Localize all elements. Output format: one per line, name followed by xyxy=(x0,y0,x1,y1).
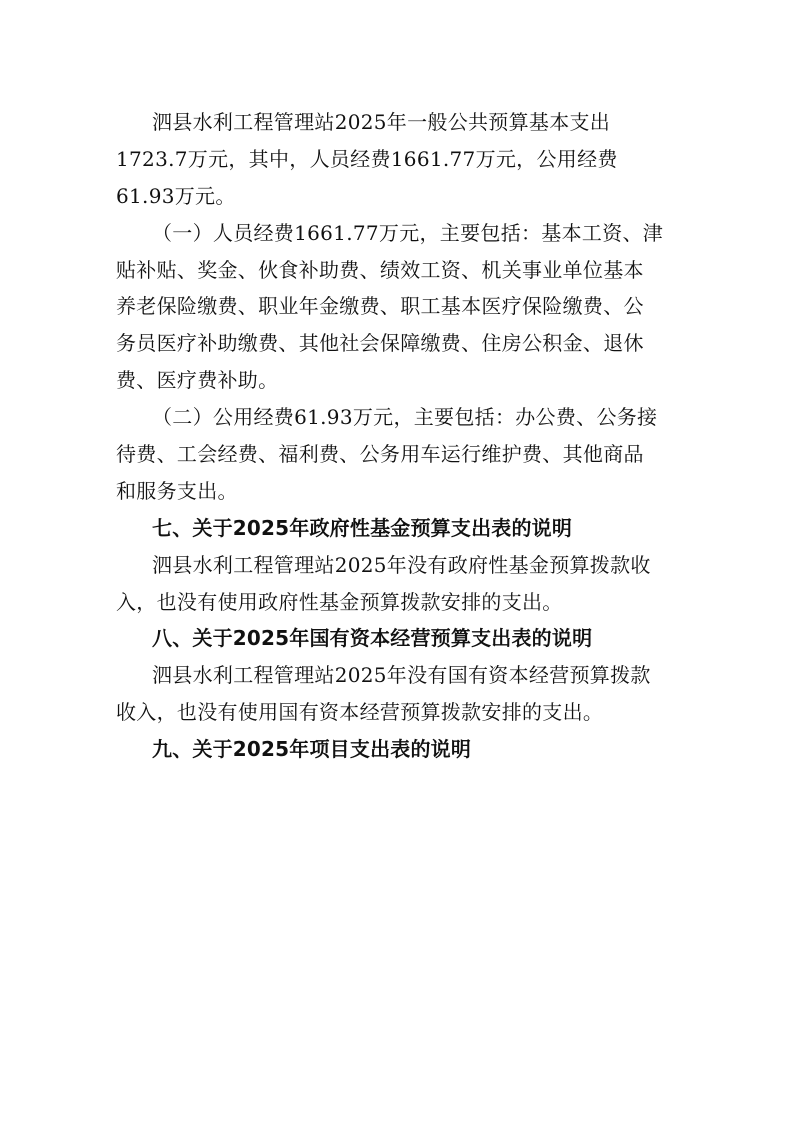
document-body xyxy=(116,104,682,768)
paragraph-line: 收入，也没有使用国有资本经营预算拨款安排的支出。 xyxy=(116,700,604,725)
section-heading-8: 八、关于2025年国有资本经营预算支出表的说明 xyxy=(152,626,593,651)
paragraph-line: 61.93万元。 xyxy=(116,183,236,208)
section-heading-9: 九、关于2025年项目支出表的说明 xyxy=(152,737,472,762)
paragraph-line: 贴补贴、奖金、伙食补助费、绩效工资、机关事业单位基本 xyxy=(116,257,644,282)
paragraph-line: 入，也没有使用政府性基金预算拨款安排的支出。 xyxy=(116,589,563,614)
paragraph-line: 务员医疗补助缴费、其他社会保障缴费、住房公积金、退休 xyxy=(116,331,644,356)
paragraph-line: 和服务支出。 xyxy=(116,478,238,503)
paragraph-line: 费、医疗费补助。 xyxy=(116,368,279,393)
paragraph-line: （二）公用经费61.93万元，主要包括：办公费、公务接 xyxy=(152,405,658,430)
paragraph-line: 泗县水利工程管理站2025年没有国有资本经营预算拨款 xyxy=(152,663,651,688)
paragraph-line: （一）人员经费1661.77万元，主要包括：基本工资、津 xyxy=(152,220,664,245)
paragraph-line: 1723.7万元，其中，人员经费1661.77万元，公用经费 xyxy=(116,146,618,171)
section-heading-7: 七、关于2025年政府性基金预算支出表的说明 xyxy=(152,515,573,540)
paragraph-line: 泗县水利工程管理站2025年没有政府性基金预算拨款收 xyxy=(152,552,651,577)
paragraph-line: 待费、工会经费、福利费、公务用车运行维护费、其他商品 xyxy=(116,442,644,467)
paragraph-line: 养老保险缴费、职业年金缴费、职工基本医疗保险缴费、公 xyxy=(116,294,644,319)
paragraph-line: 泗县水利工程管理站2025年一般公共预算基本支出 xyxy=(152,110,611,134)
